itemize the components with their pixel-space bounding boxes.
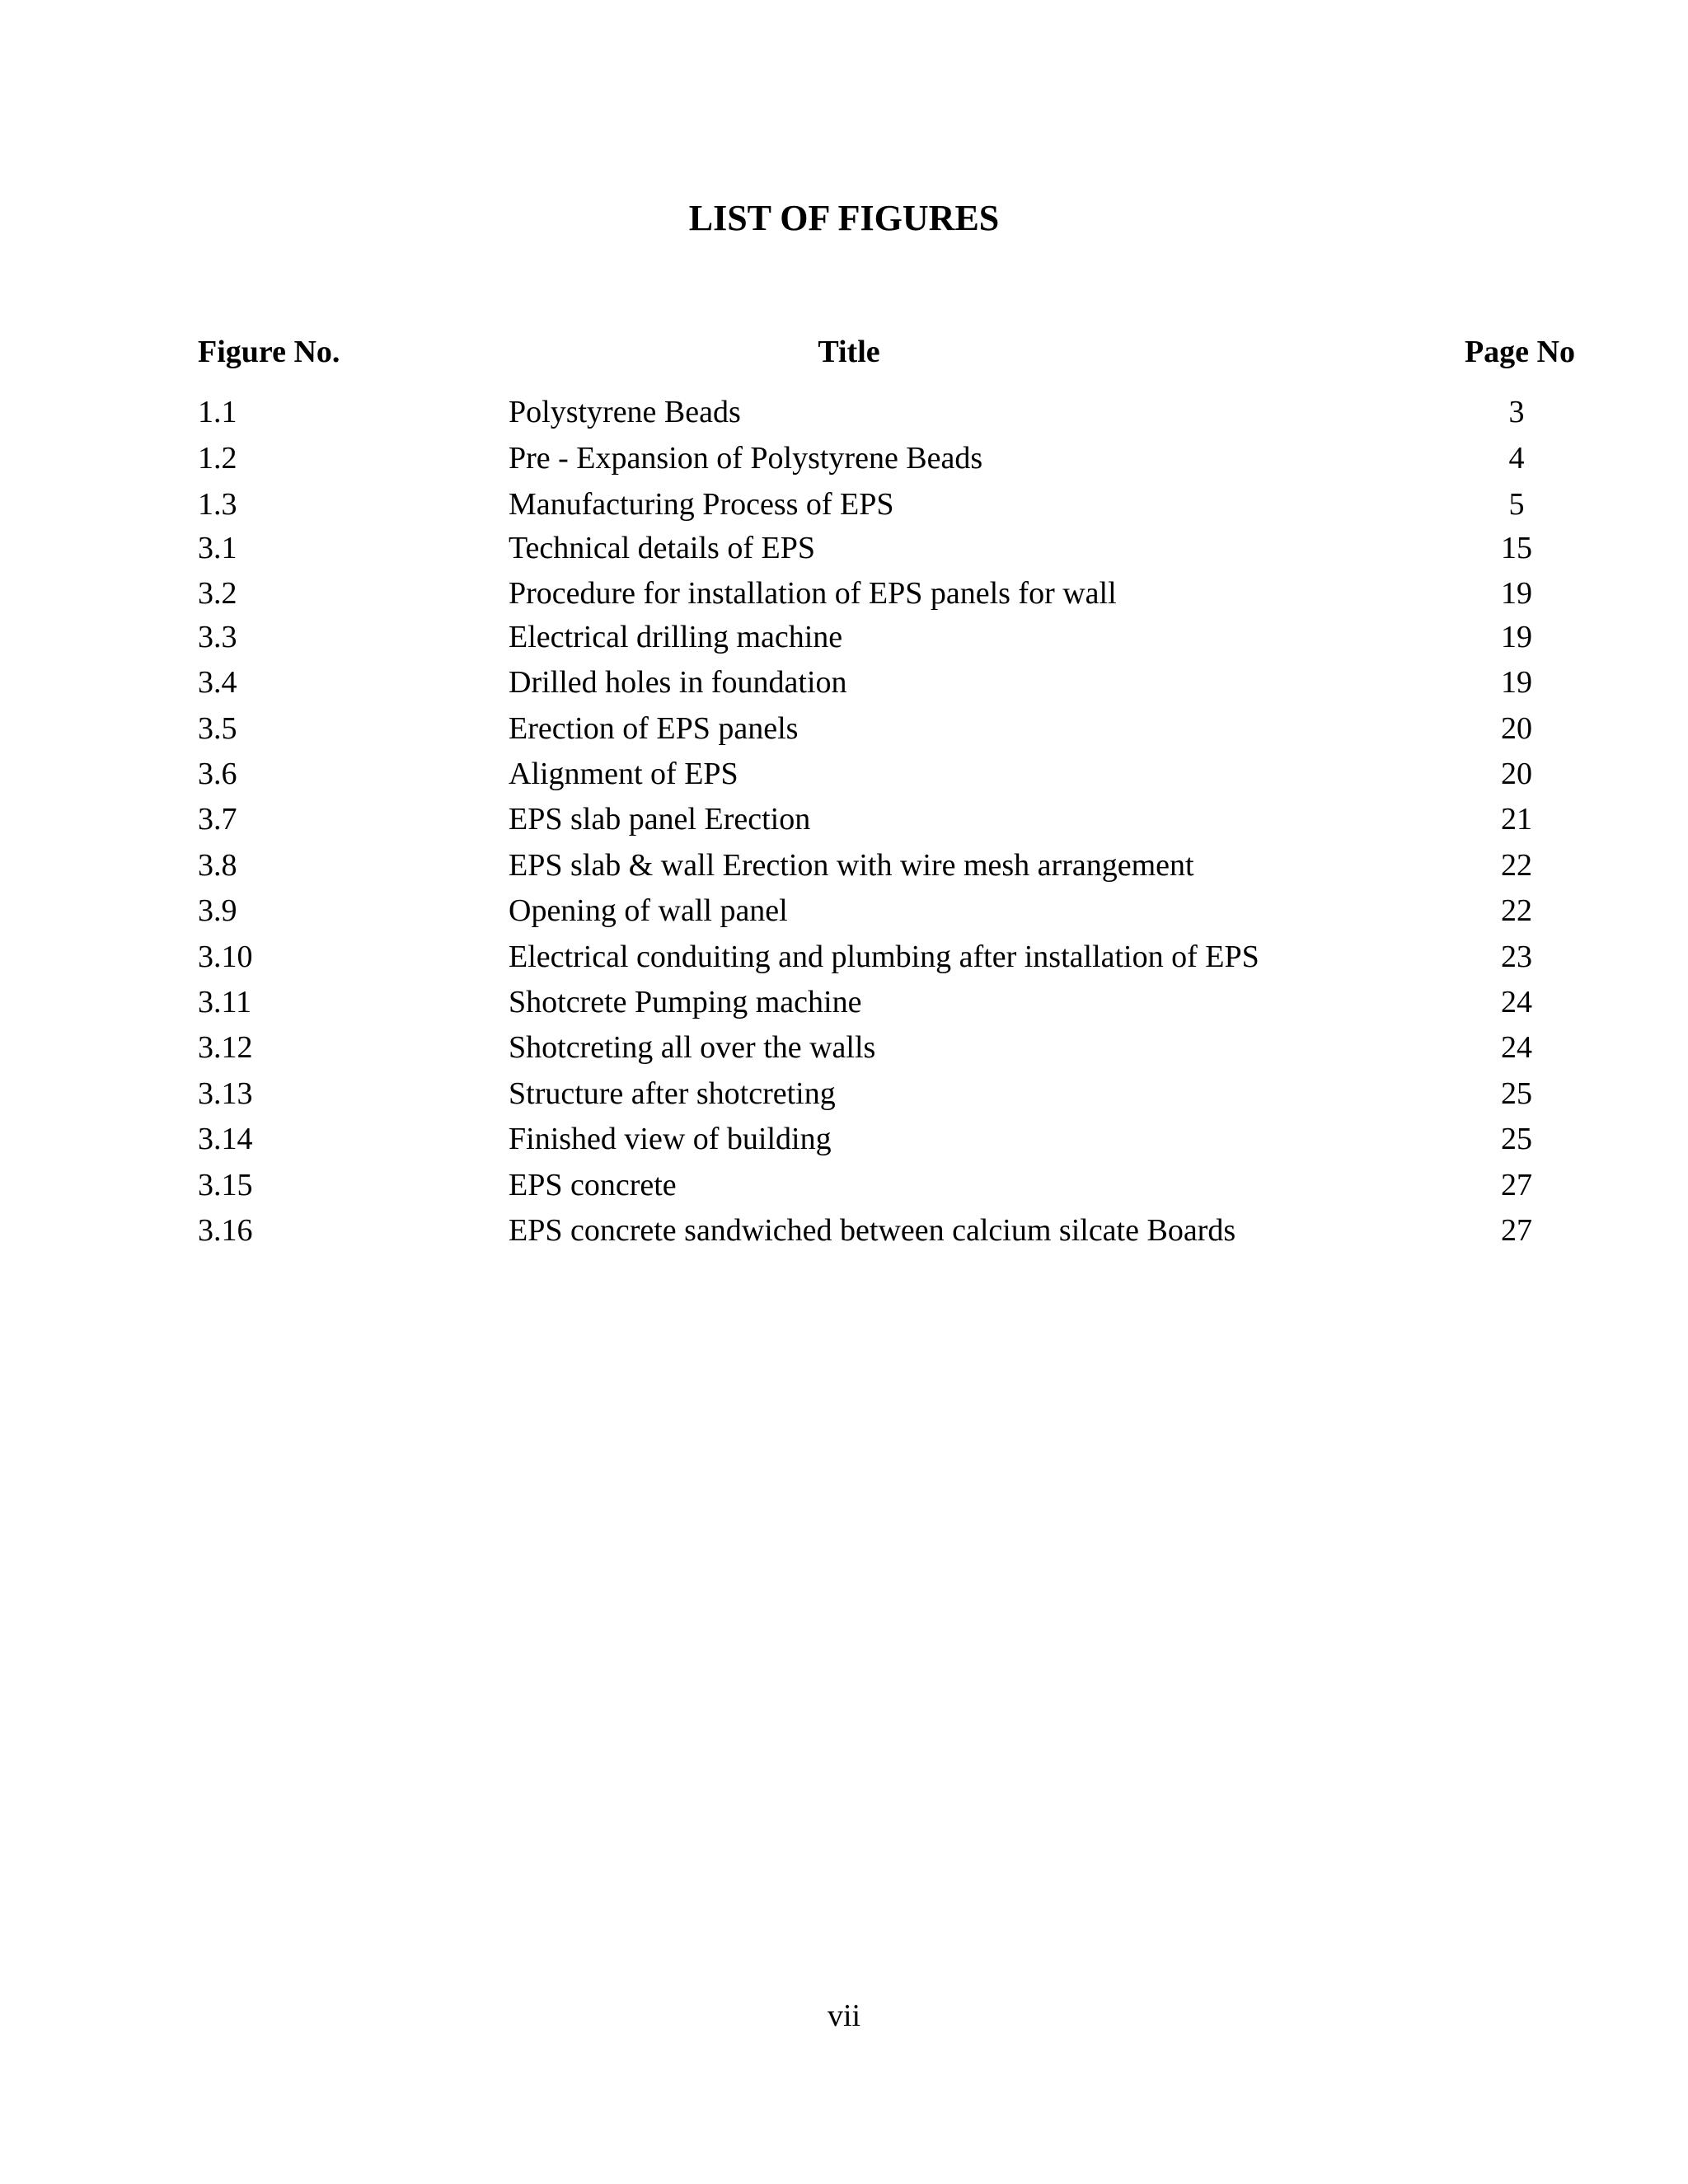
table-row bbox=[0, 614, 1688, 660]
figure-title: Polystyrene Beads bbox=[509, 395, 741, 429]
figure-title: Manufacturing Process of EPS bbox=[509, 487, 894, 522]
figure-number: 3.15 bbox=[198, 1168, 253, 1202]
figure-title: EPS concrete bbox=[509, 1168, 677, 1202]
figure-number: 3.12 bbox=[198, 1030, 253, 1065]
table-row bbox=[0, 705, 1688, 752]
figure-page-number: 23 bbox=[1501, 940, 1532, 974]
table-row bbox=[0, 796, 1688, 842]
figure-page-number: 4 bbox=[1508, 441, 1525, 476]
figure-page-number: 19 bbox=[1501, 576, 1532, 611]
figure-page-number: 24 bbox=[1501, 985, 1532, 1019]
figure-page-number: 19 bbox=[1501, 620, 1532, 654]
figure-page-number: 25 bbox=[1501, 1076, 1532, 1111]
figure-title: Opening of wall panel bbox=[509, 893, 788, 928]
table-row bbox=[0, 1162, 1688, 1208]
column-header-title: Title bbox=[818, 335, 880, 369]
page-title: LIST OF FIGURES bbox=[688, 198, 1000, 238]
figure-title: Drilled holes in foundation bbox=[509, 665, 847, 700]
table-row bbox=[0, 1071, 1688, 1117]
table-header bbox=[0, 327, 1688, 377]
figure-page-number: 20 bbox=[1501, 757, 1532, 791]
table-row bbox=[0, 751, 1688, 797]
table-row bbox=[0, 435, 1688, 481]
figure-page-number: 24 bbox=[1501, 1030, 1532, 1065]
table-row bbox=[0, 1207, 1688, 1254]
table-row bbox=[0, 525, 1688, 571]
figure-title: EPS concrete sandwiched between calcium silcate Boards bbox=[509, 1213, 1236, 1248]
figure-number: 3.10 bbox=[198, 940, 253, 974]
table-row bbox=[0, 481, 1688, 527]
figure-number: 3.16 bbox=[198, 1213, 253, 1248]
table-row bbox=[0, 389, 1688, 435]
figure-page-number: 21 bbox=[1501, 802, 1532, 837]
figure-title: Shotcreting all over the walls bbox=[509, 1030, 876, 1065]
figure-page-number: 19 bbox=[1501, 665, 1532, 700]
figure-page-number: 22 bbox=[1501, 848, 1532, 883]
figure-number: 3.7 bbox=[198, 802, 237, 837]
figure-page-number: 3 bbox=[1508, 395, 1525, 429]
column-header-page-no: Page No bbox=[1464, 335, 1575, 369]
figure-title: Structure after shotcreting bbox=[509, 1076, 836, 1111]
figure-page-number: 27 bbox=[1501, 1168, 1532, 1202]
table-row bbox=[0, 934, 1688, 980]
figure-title: Electrical conduiting and plumbing after installation of EPS bbox=[509, 940, 1259, 974]
figure-title: Erection of EPS panels bbox=[509, 711, 799, 746]
table-row bbox=[0, 888, 1688, 934]
figure-number: 3.5 bbox=[198, 711, 237, 746]
figure-number: 3.3 bbox=[198, 620, 237, 654]
figure-title: Pre - Expansion of Polystyrene Beads bbox=[509, 441, 983, 476]
figure-number: 3.13 bbox=[198, 1076, 253, 1111]
figure-number: 3.14 bbox=[198, 1122, 253, 1156]
figure-title: Finished view of building bbox=[509, 1122, 832, 1156]
table-row bbox=[0, 1116, 1688, 1162]
figure-number: 1.2 bbox=[198, 441, 237, 476]
figure-page-number: 27 bbox=[1501, 1213, 1532, 1248]
figure-number: 3.2 bbox=[198, 576, 237, 611]
figure-number: 3.6 bbox=[198, 757, 237, 791]
figure-number: 3.1 bbox=[198, 531, 237, 565]
table-row bbox=[0, 979, 1688, 1025]
figure-number: 3.4 bbox=[198, 665, 237, 700]
figure-title: Shotcrete Pumping machine bbox=[509, 985, 862, 1019]
figure-number: 1.3 bbox=[198, 487, 237, 522]
figure-title: Alignment of EPS bbox=[509, 757, 738, 791]
figure-page-number: 20 bbox=[1501, 711, 1532, 746]
figure-title: EPS slab panel Erection bbox=[509, 802, 811, 837]
figure-title: EPS slab & wall Erection with wire mesh arrangement bbox=[509, 848, 1194, 883]
figure-number: 3.11 bbox=[198, 985, 252, 1019]
figure-title: Procedure for installation of EPS panels for wall bbox=[509, 576, 1117, 611]
table-row bbox=[0, 1024, 1688, 1071]
table-row bbox=[0, 842, 1688, 888]
table-row bbox=[0, 659, 1688, 705]
figure-number: 3.9 bbox=[198, 893, 237, 928]
figure-title: Technical details of EPS bbox=[509, 531, 815, 565]
figure-page-number: 22 bbox=[1501, 893, 1532, 928]
figure-page-number: 5 bbox=[1508, 487, 1525, 522]
page-number: vii bbox=[827, 1999, 861, 2033]
table-row bbox=[0, 570, 1688, 616]
figure-page-number: 25 bbox=[1501, 1122, 1532, 1156]
column-header-figure-no: Figure No. bbox=[198, 335, 340, 369]
figure-title: Electrical drilling machine bbox=[509, 620, 843, 654]
figure-page-number: 15 bbox=[1501, 531, 1532, 565]
figure-number: 3.8 bbox=[198, 848, 237, 883]
figure-number: 1.1 bbox=[198, 395, 237, 429]
